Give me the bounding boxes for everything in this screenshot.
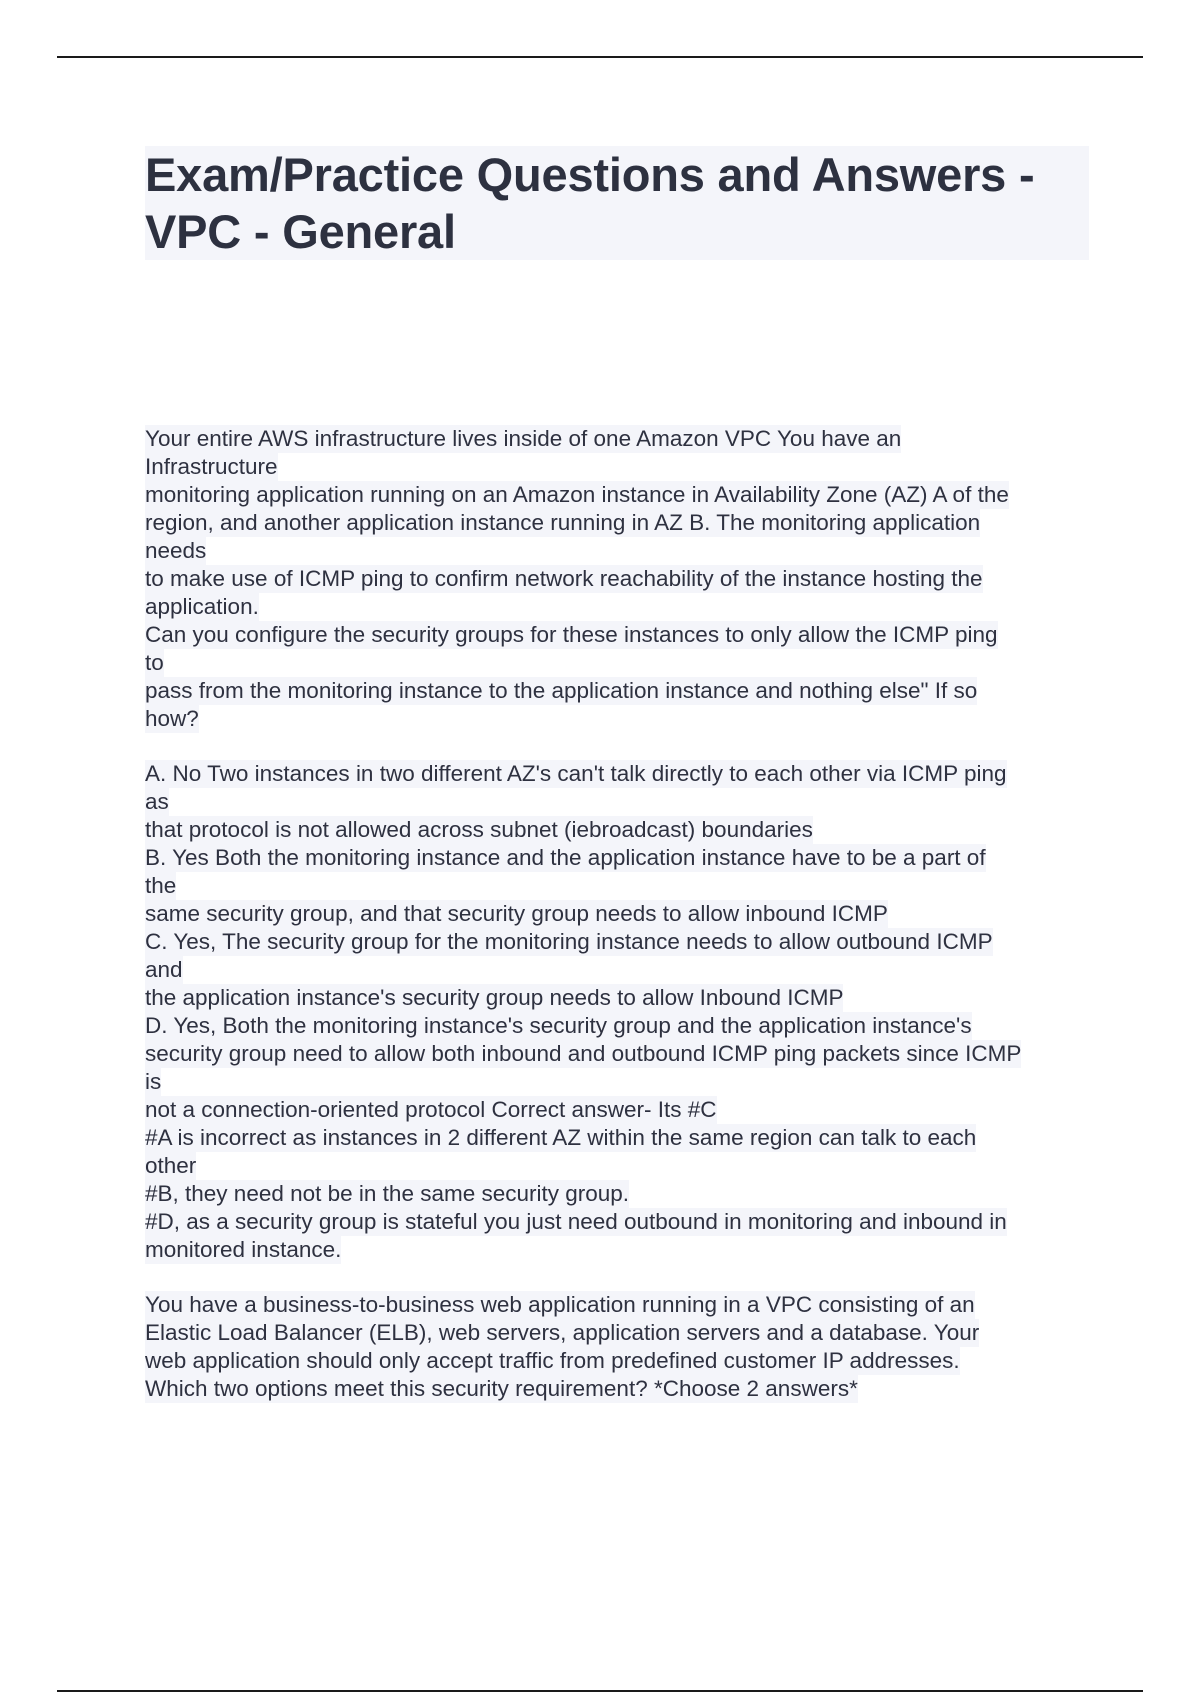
text-line: is — [145, 1069, 162, 1094]
text-line: same security group, and that security group needs to allow inbound ICMP — [145, 901, 888, 926]
question-2 — [145, 1291, 1095, 1403]
text-line: A. No Two instances in two different AZ's can't talk directly to each other via ICMP ping — [145, 761, 1007, 786]
text-line: and — [145, 957, 183, 982]
text-line: as — [145, 789, 169, 814]
text-line: the application instance's security group needs to allow Inbound ICMP — [145, 985, 844, 1010]
text-line: monitored instance. — [145, 1237, 342, 1262]
document-body — [145, 425, 1095, 1403]
question-1 — [145, 425, 1095, 733]
text-line: how? — [145, 706, 199, 731]
text-line: #D, as a security group is stateful you just need outbound in monitoring and inbound in — [145, 1209, 1007, 1234]
text-line: D. Yes, Both the monitoring instance's security group and the application instance's — [145, 1013, 972, 1038]
text-line: to — [145, 650, 164, 675]
text-line: to make use of ICMP ping to confirm network reachability of the instance hosting the — [145, 566, 983, 591]
title-line: Exam/Practice Questions and Answers - — [145, 148, 1035, 201]
top-rule — [57, 56, 1143, 58]
bottom-rule — [57, 1690, 1143, 1692]
answer-1 — [145, 760, 1095, 1264]
text-line: not a connection-oriented protocol Correct answer- Its #C — [145, 1097, 717, 1122]
text-line: Can you configure the security groups for these instances to only allow the ICMP ping — [145, 622, 998, 647]
text-line: other — [145, 1153, 197, 1178]
text-line: You have a business-to-business web application running in a VPC consisting of an — [145, 1292, 975, 1317]
text-line: the — [145, 873, 177, 898]
text-line: web application should only accept traffic from predefined customer IP addresses. — [145, 1348, 960, 1373]
text-line: Your entire AWS infrastructure lives inside of one Amazon VPC You have an — [145, 426, 902, 451]
text-line: that protocol is not allowed across subnet (iebroadcast) boundaries — [145, 817, 813, 842]
text-line: region, and another application instance running in AZ B. The monitoring application — [145, 510, 981, 535]
text-line: #B, they need not be in the same security group. — [145, 1181, 630, 1206]
text-line: needs — [145, 538, 207, 563]
title-line: VPC - General — [145, 205, 456, 258]
text-line: monitoring application running on an Amazon instance in Availability Zone (AZ) A of the — [145, 482, 1009, 507]
text-line: security group need to allow both inbound and outbound ICMP ping packets since ICMP — [145, 1041, 1022, 1066]
text-line: B. Yes Both the monitoring instance and the application instance have to be a part of — [145, 845, 986, 870]
text-line: application. — [145, 594, 259, 619]
text-line: Elastic Load Balancer (ELB), web servers, application servers and a database. Your — [145, 1320, 980, 1345]
page-title — [145, 146, 1089, 260]
text-line: #A is incorrect as instances in 2 different AZ within the same region can talk to each — [145, 1125, 977, 1150]
title-heading — [145, 146, 1089, 260]
text-line: pass from the monitoring instance to the application instance and nothing else" If so — [145, 678, 978, 703]
text-line: Infrastructure — [145, 454, 278, 479]
text-line: C. Yes, The security group for the monitoring instance needs to allow outbound ICMP — [145, 929, 993, 954]
text-line: Which two options meet this security requirement? *Choose 2 answers* — [145, 1376, 858, 1401]
